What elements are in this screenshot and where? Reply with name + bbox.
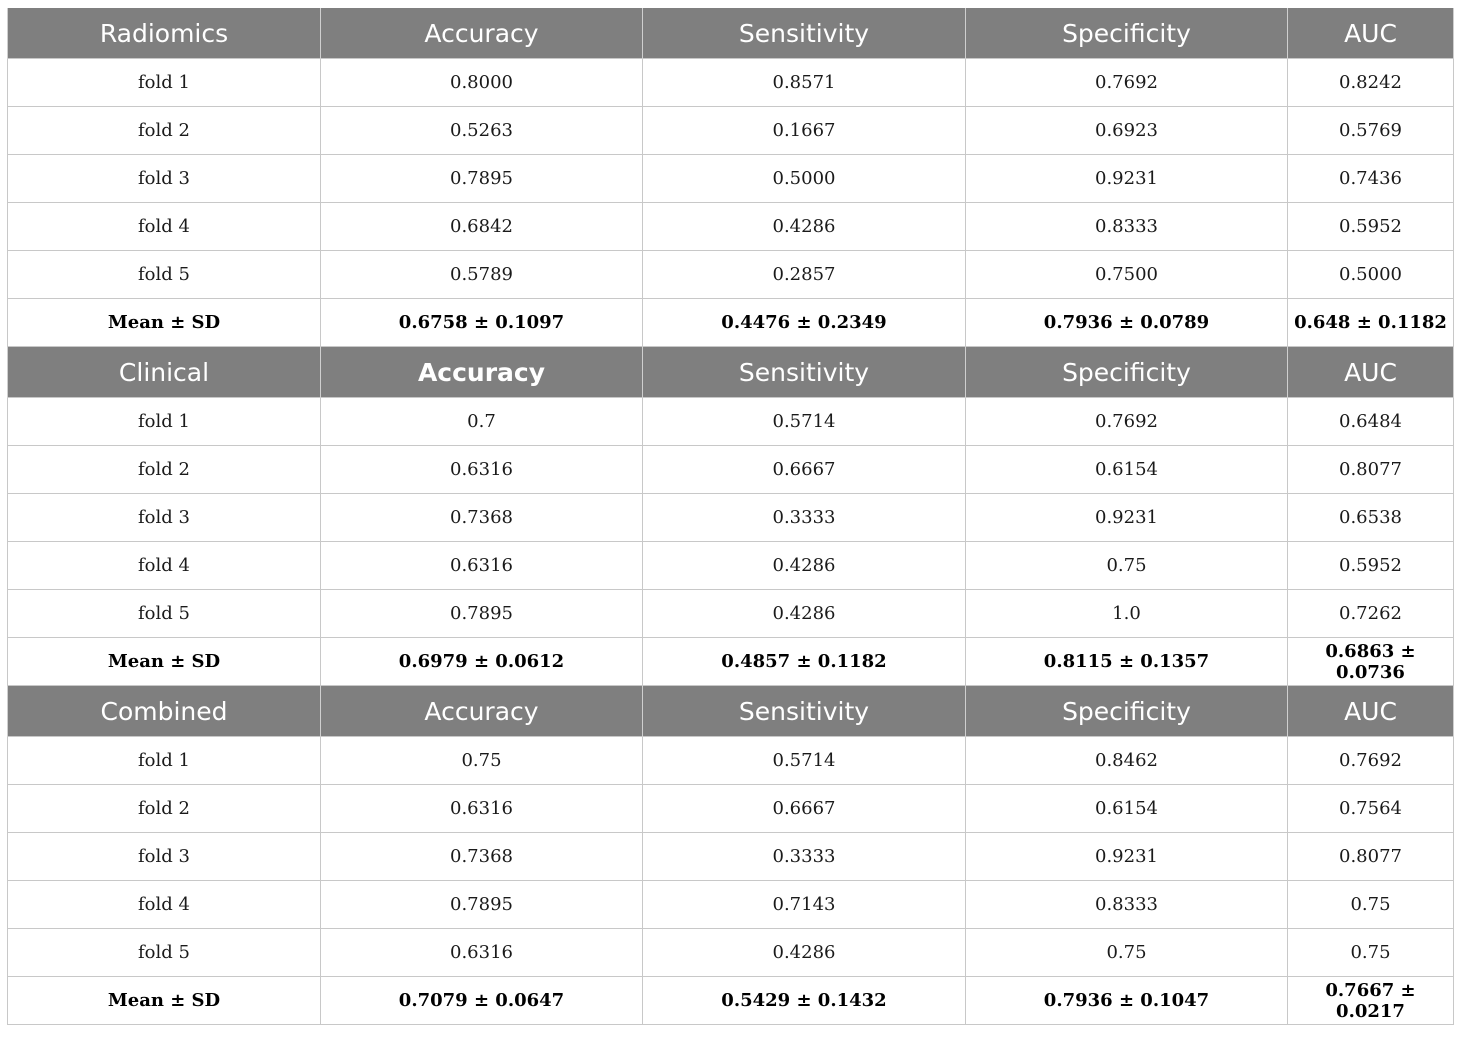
row-label: fold 1: [8, 398, 321, 446]
table-cell: 0.5000: [1288, 251, 1454, 299]
row-label: fold 5: [8, 590, 321, 638]
row-label: fold 4: [8, 542, 321, 590]
table-cell: 0.5429 ± 0.1432: [643, 977, 966, 1025]
table-row: [8, 446, 1454, 494]
table-cell: 0.6758 ± 0.1097: [321, 299, 643, 347]
table-cell: 0.7368: [321, 494, 643, 542]
table-cell: 0.7692: [966, 59, 1288, 107]
table-cell: 0.9231: [966, 494, 1288, 542]
column-header-auc: AUC: [1288, 8, 1454, 59]
table-cell: 0.8077: [1288, 833, 1454, 881]
table-cell: 0.6667: [643, 446, 966, 494]
table-cell: 0.7667 ± 0.0217: [1288, 977, 1454, 1025]
table-cell: 0.7936 ± 0.1047: [966, 977, 1288, 1025]
row-label: fold 5: [8, 929, 321, 977]
column-header-sensitivity: Sensitivity: [643, 686, 966, 737]
table-row: [8, 398, 1454, 446]
column-header-specificity: Specificity: [966, 8, 1288, 59]
column-header-auc: AUC: [1288, 686, 1454, 737]
column-header-accuracy: Accuracy: [321, 8, 643, 59]
table-row: [8, 833, 1454, 881]
column-header-specificity: Specificity: [966, 347, 1288, 398]
table-cell: 0.4476 ± 0.2349: [643, 299, 966, 347]
table-cell: 0.6484: [1288, 398, 1454, 446]
section-header-clinical: [8, 347, 1454, 398]
table-cell: 0.7564: [1288, 785, 1454, 833]
column-header-accuracy: Accuracy: [321, 686, 643, 737]
row-label: fold 1: [8, 737, 321, 785]
table-row: [8, 59, 1454, 107]
table-cell: 0.5714: [643, 398, 966, 446]
table-cell: 0.2857: [643, 251, 966, 299]
table-cell: 0.7692: [966, 398, 1288, 446]
table-row: [8, 251, 1454, 299]
table-cell: 0.7500: [966, 251, 1288, 299]
row-label: fold 2: [8, 785, 321, 833]
table-cell: 0.4286: [643, 929, 966, 977]
table-cell: 0.6538: [1288, 494, 1454, 542]
row-label: fold 2: [8, 107, 321, 155]
section-title: Clinical: [8, 347, 321, 398]
table-row: [8, 155, 1454, 203]
column-header-auc: AUC: [1288, 347, 1454, 398]
table-cell: 0.8571: [643, 59, 966, 107]
section-header-radiomics: [8, 8, 1454, 59]
table-cell: 0.7692: [1288, 737, 1454, 785]
table-row: [8, 203, 1454, 251]
table-cell: 0.6154: [966, 446, 1288, 494]
section-title: Radiomics: [8, 8, 321, 59]
table-cell: 0.6863 ± 0.0736: [1288, 638, 1454, 686]
table-cell: 0.5000: [643, 155, 966, 203]
table-cell: 0.648 ± 0.1182: [1288, 299, 1454, 347]
table-cell: 0.6842: [321, 203, 643, 251]
table-cell: 0.5714: [643, 737, 966, 785]
table-cell: 0.9231: [966, 833, 1288, 881]
table-cell: 0.8333: [966, 203, 1288, 251]
table-cell: 0.8462: [966, 737, 1288, 785]
table-row: [8, 107, 1454, 155]
table-cell: 0.7895: [321, 881, 643, 929]
table-row: [8, 881, 1454, 929]
table-cell: 0.7368: [321, 833, 643, 881]
table-cell: 0.6316: [321, 929, 643, 977]
table-cell: 0.6316: [321, 542, 643, 590]
table-cell: 0.8077: [1288, 446, 1454, 494]
table-cell: 0.5952: [1288, 542, 1454, 590]
section-header-combined: [8, 686, 1454, 737]
mean-sd-row: [8, 977, 1454, 1025]
column-header-accuracy: Accuracy: [321, 347, 643, 398]
table-cell: 0.7262: [1288, 590, 1454, 638]
column-header-sensitivity: Sensitivity: [643, 8, 966, 59]
table-cell: 0.6923: [966, 107, 1288, 155]
table-row: [8, 590, 1454, 638]
table-cell: 0.4857 ± 0.1182: [643, 638, 966, 686]
row-label: fold 1: [8, 59, 321, 107]
table-row: [8, 542, 1454, 590]
section-title: Combined: [8, 686, 321, 737]
cross-validation-metrics-table: [7, 8, 1454, 1025]
table-cell: 0.75: [321, 737, 643, 785]
row-label: fold 2: [8, 446, 321, 494]
row-label: Mean ± SD: [8, 977, 321, 1025]
table-cell: 0.5789: [321, 251, 643, 299]
table-cell: 0.7079 ± 0.0647: [321, 977, 643, 1025]
mean-sd-row: [8, 638, 1454, 686]
table-cell: 0.9231: [966, 155, 1288, 203]
row-label: fold 4: [8, 203, 321, 251]
mean-sd-row: [8, 299, 1454, 347]
table-cell: 0.4286: [643, 542, 966, 590]
table-cell: 0.75: [966, 542, 1288, 590]
table-cell: 0.5263: [321, 107, 643, 155]
table-cell: 0.6316: [321, 446, 643, 494]
table-cell: 0.4286: [643, 590, 966, 638]
table-cell: 0.75: [1288, 929, 1454, 977]
column-header-specificity: Specificity: [966, 686, 1288, 737]
row-label: fold 5: [8, 251, 321, 299]
table-row: [8, 494, 1454, 542]
table-cell: 0.7895: [321, 155, 643, 203]
table-cell: 0.8333: [966, 881, 1288, 929]
table-cell: 0.3333: [643, 833, 966, 881]
row-label: Mean ± SD: [8, 638, 321, 686]
table-row: [8, 737, 1454, 785]
table-cell: 0.8242: [1288, 59, 1454, 107]
table-cell: 0.6154: [966, 785, 1288, 833]
table-cell: 0.3333: [643, 494, 966, 542]
table-cell: 0.75: [1288, 881, 1454, 929]
row-label: fold 3: [8, 155, 321, 203]
table-cell: 0.7143: [643, 881, 966, 929]
table-cell: 0.6979 ± 0.0612: [321, 638, 643, 686]
table-cell: 0.6316: [321, 785, 643, 833]
table-cell: 0.5769: [1288, 107, 1454, 155]
table-cell: 0.7936 ± 0.0789: [966, 299, 1288, 347]
row-label: fold 3: [8, 494, 321, 542]
table-row: [8, 785, 1454, 833]
table-cell: 0.75: [966, 929, 1288, 977]
table-cell: 0.7436: [1288, 155, 1454, 203]
row-label: fold 4: [8, 881, 321, 929]
row-label: Mean ± SD: [8, 299, 321, 347]
column-header-sensitivity: Sensitivity: [643, 347, 966, 398]
table-cell: 0.7: [321, 398, 643, 446]
table-row: [8, 929, 1454, 977]
table-cell: 0.4286: [643, 203, 966, 251]
table-cell: 0.6667: [643, 785, 966, 833]
table-cell: 0.8000: [321, 59, 643, 107]
row-label: fold 3: [8, 833, 321, 881]
table-cell: 0.5952: [1288, 203, 1454, 251]
table-cell: 0.8115 ± 0.1357: [966, 638, 1288, 686]
table-cell: 0.1667: [643, 107, 966, 155]
table-cell: 1.0: [966, 590, 1288, 638]
table-cell: 0.7895: [321, 590, 643, 638]
